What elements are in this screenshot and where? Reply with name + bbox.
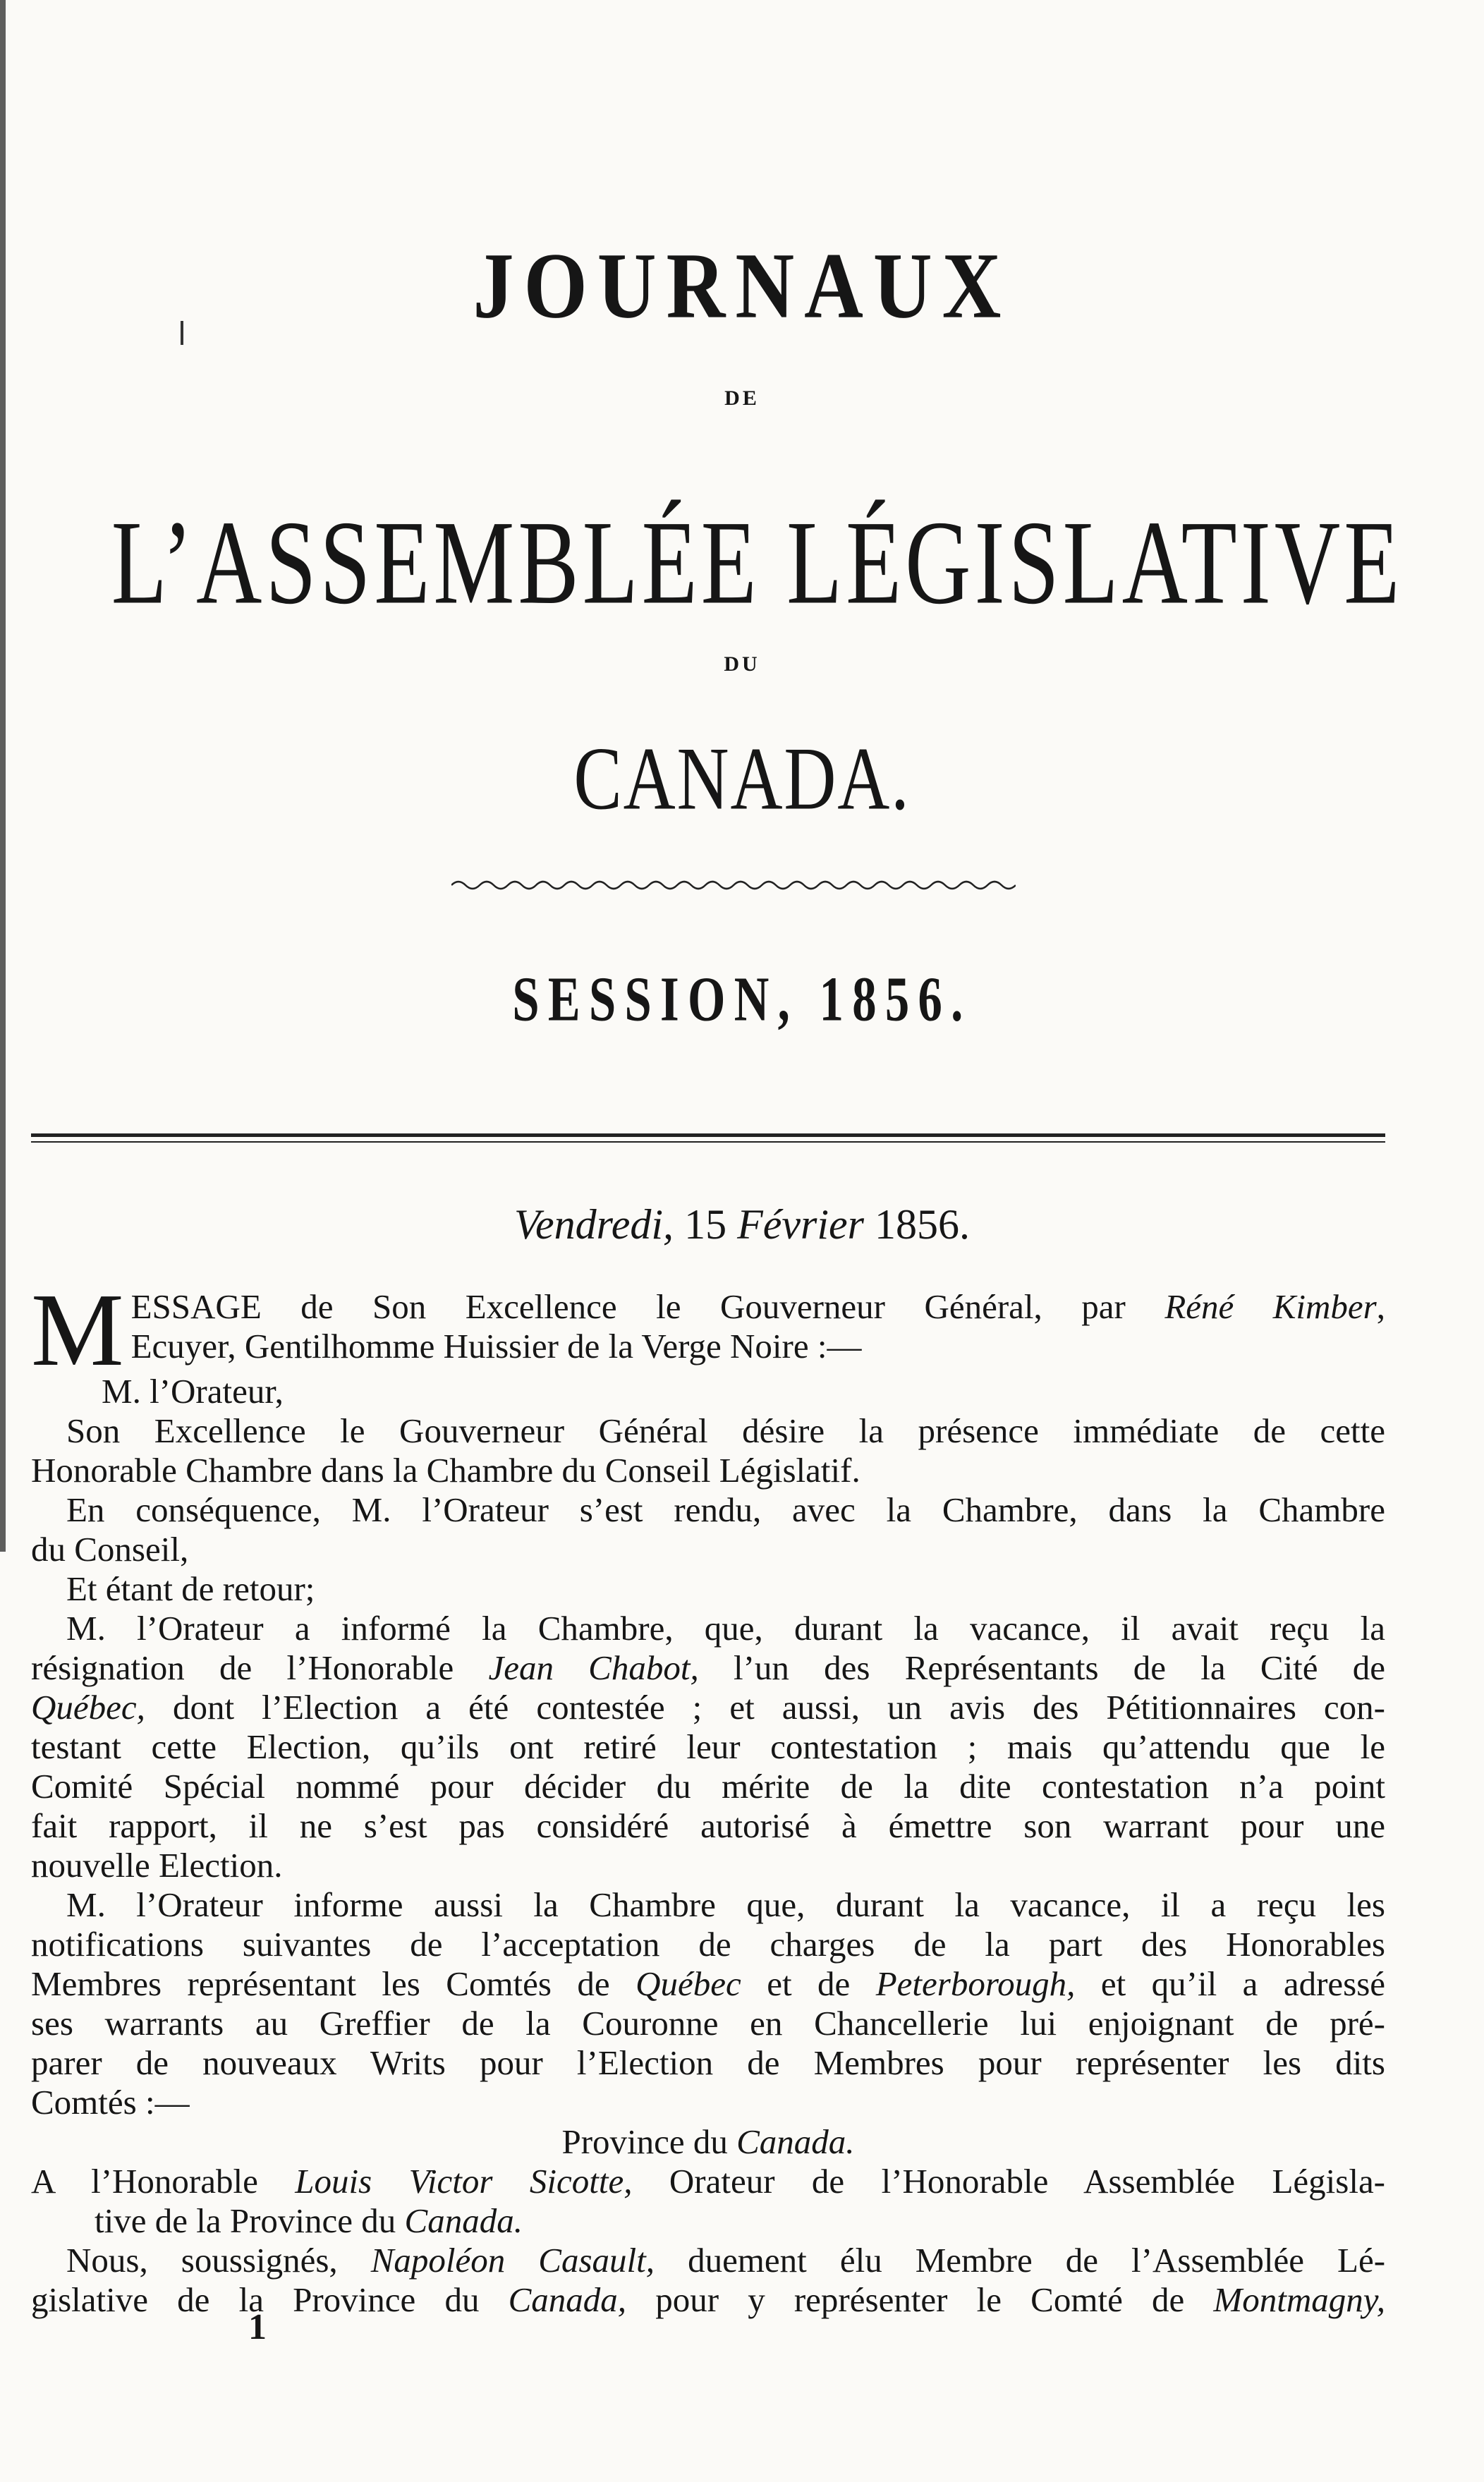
text-line: notifications suivantes de l’acceptation de charges de la part des Honorables (31, 1925, 1385, 1964)
text-line: M. l’Orateur, (102, 1372, 284, 1411)
text-line: du Conseil, (31, 1530, 189, 1569)
text-line: parer de nouveaux Writs pour l’Election de Membres pour représenter les dits (31, 2043, 1385, 2082)
text-line: résignation de l’Honorable Jean Chabot, l’un des Représentants de la Cité de (31, 1648, 1386, 1687)
text-line: M. l’Orateur informe aussi la Chambre que, durant la vacance, il a reçu les (66, 1885, 1385, 1924)
text-line: tive de la Province du Canada. (95, 2201, 523, 2240)
text-line: Comtés :— (31, 2083, 190, 2122)
text-line: Membres représentant les Comtés de Québec et de Peterborough, et qu’il a adressé (31, 1964, 1386, 2003)
text-line: fait rapport, il ne s’est pas considéré autorisé à émettre son warrant pour une (31, 1806, 1385, 1845)
page-number: 1 (248, 2307, 267, 2347)
wavy-rule (451, 877, 1016, 894)
text-line: Son Excellence le Gouverneur Général désire la présence immédiate de cette (66, 1411, 1385, 1450)
sitting-date (0, 1200, 1484, 1249)
title-canada: CANADA. (573, 728, 911, 829)
title-assemblee: L’ASSEMBLÉE LÉGISLATIVE (111, 496, 1404, 629)
text-line: Honorable Chambre dans la Chambre du Conseil Législatif. (31, 1451, 860, 1490)
date-day: 15 (684, 1201, 727, 1248)
paragraph-message (31, 1272, 1385, 1388)
journal-body (31, 1272, 1386, 2320)
drop-cap: M (31, 1272, 124, 1388)
text-line: ses warrants au Greffier de la Couronne en Chancellerie lui enjoignant de pré- (31, 2004, 1385, 2043)
text-line: Comité Spécial nommé pour décider du mérite de la dite contestation n’a point (31, 1767, 1385, 1806)
session-heading: SESSION, 1856. (512, 963, 972, 1035)
title-journaux: JOURNAUX (473, 234, 1011, 339)
text-line: En conséquence, M. l’Orateur s’est rendu, avec la Chambre, dans la Chambre (66, 1490, 1385, 1529)
text-line: Ecuyer, Gentilhomme Huissier de la Verge Noire :— (130, 1327, 862, 1365)
text-line: ESSAGE de Son Excellence le Gouverneur Général, par Réné Kimber, (130, 1287, 1385, 1326)
text-line: M. l’Orateur a informé la Chambre, que, durant la vacance, il avait reçu la (66, 1609, 1385, 1648)
text-line: Québec, dont l’Election a été contestée ; et aussi, un avis des Pétitionnaires con- (31, 1688, 1386, 1727)
text-line: A l’Honorable Louis Victor Sicotte, Orateur de l’Honorable Assemblée Législa- (31, 2162, 1386, 2201)
connector-du: DU (724, 652, 760, 676)
double-rule-bottom (31, 1141, 1385, 1143)
date-year: 1856. (874, 1201, 970, 1248)
text-line: Nous, soussignés, Napoléon Casault, duement élu Membre de l’Assemblée Lé- (66, 2241, 1386, 2280)
text-line: gislative de la Province du Canada, pour y représenter le Comté de Montmagny, (31, 2280, 1386, 2319)
date-weekday: Vendredi, (514, 1201, 674, 1248)
province-heading: Province du Canada. (561, 2122, 855, 2161)
text-line: Et étant de retour; (66, 1569, 315, 1608)
double-rule-top (31, 1133, 1385, 1137)
connector-de: DE (724, 387, 760, 410)
text-line: testant cette Election, qu’ils ont retiré leur contestation ; mais qu’attendu que le (31, 1727, 1385, 1766)
text-line: nouvelle Election. (31, 1846, 283, 1885)
date-month: Février (737, 1201, 864, 1248)
